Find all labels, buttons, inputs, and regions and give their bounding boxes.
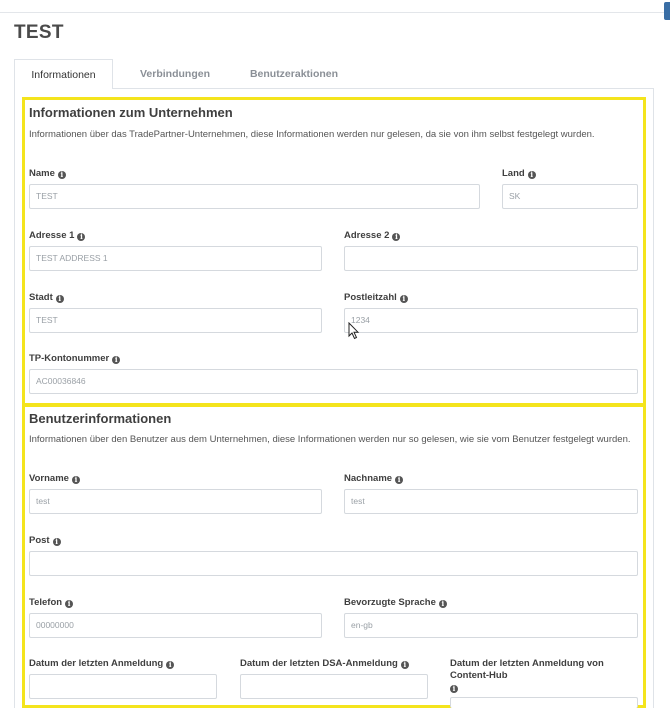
adresse1-field[interactable]: TEST ADDRESS 1 (29, 246, 322, 271)
postleitzahl-field[interactable]: 1234 (344, 308, 638, 333)
company-section-description: Informationen über das TradePartner-Unternehmen, diese Informationen werden nur gelesen, da sie von ihm selbst festgelegt wurden. (29, 129, 595, 140)
sprache-label (344, 597, 447, 609)
tab-informationen[interactable]: Informationen (14, 59, 113, 89)
company-section-title: Informationen zum Unternehmen (29, 105, 233, 120)
nachname-label-text: Nachname (344, 473, 393, 484)
nachname-label (344, 473, 403, 485)
user-section-title: Benutzerinformationen (29, 411, 172, 426)
letzte-anmeldung-label (29, 658, 174, 670)
telefon-label (29, 597, 73, 609)
scroll-indicator[interactable] (664, 2, 670, 20)
sprache-field[interactable]: en-gb (344, 613, 638, 638)
user-section-description: Informationen über den Benutzer aus dem Unternehmen, diese Informationen werden nur so gelesen, wie sie vom Benutzer festgelegt wurden. (29, 434, 631, 445)
tab-verbindungen[interactable]: Verbindungen (139, 68, 210, 80)
adresse1-label (29, 230, 85, 242)
letzte-dsa-field[interactable] (240, 674, 428, 699)
tab-benutzeraktionen[interactable]: Benutzeraktionen (249, 68, 339, 80)
postleitzahl-label (344, 292, 408, 304)
adresse2-label-text: Adresse 2 (344, 230, 390, 241)
info-circle-icon[interactable]: i (53, 538, 61, 546)
letzte-dsa-label (240, 658, 409, 670)
land-field[interactable]: SK (502, 184, 638, 209)
name-label (29, 168, 66, 180)
name-label-text: Name (29, 168, 55, 179)
panel-border-left (14, 88, 15, 708)
post-label (29, 535, 61, 547)
post-label-text: Post (29, 535, 50, 546)
tp-kontonummer-field[interactable]: AC00036846 (29, 369, 638, 394)
info-circle-icon[interactable]: i (395, 476, 403, 484)
vorname-label (29, 473, 80, 485)
letzte-hub-label-text: Datum der letzten Anmeldung von Content-Hub (450, 658, 604, 681)
info-circle-icon[interactable]: i (65, 600, 73, 608)
land-label (502, 168, 536, 180)
tab-divider (112, 88, 654, 89)
page-title: TEST (14, 22, 64, 43)
top-divider (0, 12, 664, 13)
letzte-hub-field[interactable] (450, 697, 638, 708)
vorname-field[interactable]: test (29, 489, 322, 514)
nachname-field[interactable]: test (344, 489, 638, 514)
adresse2-field[interactable] (344, 246, 638, 271)
info-circle-icon[interactable]: i (392, 233, 400, 241)
tp-kontonummer-label (29, 353, 120, 365)
info-circle-icon[interactable]: i (401, 661, 409, 669)
adresse2-label (344, 230, 400, 242)
postleitzahl-label-text: Postleitzahl (344, 292, 397, 303)
letzte-dsa-label-text: Datum der letzten DSA-Anmeldung (240, 658, 398, 669)
telefon-label-text: Telefon (29, 597, 63, 608)
sprache-label-text: Bevorzugte Sprache (344, 597, 436, 608)
post-field[interactable] (29, 551, 638, 576)
vorname-label-text: Vorname (29, 473, 69, 484)
stadt-label-text: Stadt (29, 292, 53, 303)
mouse-pointer-icon (348, 322, 360, 340)
info-circle-icon[interactable]: i (439, 600, 447, 608)
panel-border-right (653, 88, 654, 708)
stadt-label (29, 292, 64, 304)
info-circle-icon[interactable]: i (528, 171, 536, 179)
tp-kontonummer-label-text: TP-Kontonummer (29, 353, 110, 364)
letzte-anmeldung-label-text: Datum der letzten Anmeldung (29, 658, 164, 669)
letzte-hub-label (450, 658, 640, 694)
stadt-field[interactable]: TEST (29, 308, 322, 333)
info-circle-icon[interactable]: i (58, 171, 66, 179)
letzte-anmeldung-field[interactable] (29, 674, 217, 699)
info-circle-icon[interactable]: i (72, 476, 80, 484)
telefon-field[interactable]: 00000000 (29, 613, 322, 638)
info-circle-icon[interactable]: i (56, 295, 64, 303)
info-circle-icon[interactable]: i (166, 661, 174, 669)
info-circle-icon[interactable]: i (112, 356, 120, 364)
info-circle-icon[interactable]: i (77, 233, 85, 241)
info-circle-icon[interactable]: i (450, 685, 458, 693)
land-label-text: Land (502, 168, 525, 179)
name-field[interactable]: TEST (29, 184, 480, 209)
info-circle-icon[interactable]: i (400, 295, 408, 303)
adresse1-label-text: Adresse 1 (29, 230, 75, 241)
